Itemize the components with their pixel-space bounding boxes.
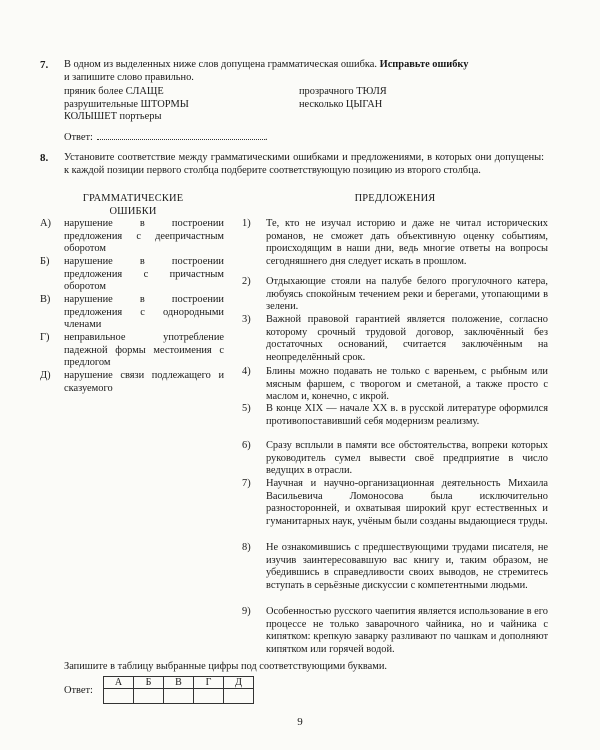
q7-text: В одном из выделенных ниже слов допущена грамматическая ошибка. bbox=[64, 59, 380, 70]
sentence-text: Сразу всплыли в памяти все обстоятельства, вопреки которых руководитель сумел вывести своё предприятие в число ведущих в отрасли. bbox=[266, 440, 548, 477]
sentence-text: Особенностью русского чаепития является использование в его процессе не только заварочного чайника, но и чайника с кипятком: крепкую заварку разливают по чашкам и дополняют кипятком или горячей водой. bbox=[266, 606, 548, 655]
sentence-text: Не ознакомившись с предшествующими трудами писателя, не изучив заинтересовавшую вас книгу и, таким образом, не убедившись в справедливости своих выводов, не стремитесь вступать в серьёзные дискуссии с компетентными людьми. bbox=[266, 542, 548, 591]
sentence-item bbox=[242, 218, 548, 268]
answer-table bbox=[103, 676, 254, 704]
q7-option: КОЛЫШЕТ портьеры bbox=[64, 111, 162, 123]
q7-option: пряник более СЛАЩЕ bbox=[64, 86, 164, 97]
sentence-number: 7) bbox=[242, 478, 251, 489]
error-letter: А) bbox=[40, 218, 51, 229]
error-text: нарушение в построении предложения с деепричастным оборотом bbox=[64, 218, 224, 255]
sentence-item bbox=[242, 542, 548, 592]
q7-instruction bbox=[64, 59, 544, 84]
answer-header-cell: Б bbox=[134, 677, 164, 689]
error-letter: Г) bbox=[40, 332, 50, 343]
q8-col1-title bbox=[58, 193, 208, 218]
q7-answer-field[interactable] bbox=[97, 130, 265, 140]
sentence-item bbox=[242, 606, 548, 656]
q7-options bbox=[64, 86, 469, 124]
sentence-number: 2) bbox=[242, 276, 251, 287]
answer-cell[interactable] bbox=[194, 689, 224, 704]
error-item bbox=[40, 256, 224, 294]
q7-answer-end: . bbox=[264, 132, 268, 143]
q7-text-bold: Исправьте ошибку bbox=[379, 59, 469, 70]
sentence-number: 6) bbox=[242, 440, 251, 451]
q8-instruction: Установите соответствие между грамматическими ошибками и предложениями, в которых они допущены: к каждой позиции первого столбца подберите соответствующую позицию из второго столбца. bbox=[64, 152, 544, 176]
error-item bbox=[40, 370, 224, 395]
q7-text-line2: и запишите слово правильно. bbox=[64, 71, 194, 83]
sentence-item bbox=[242, 276, 548, 314]
sentence-item bbox=[242, 403, 548, 428]
error-item bbox=[40, 332, 224, 370]
answer-header-cell: Г bbox=[194, 677, 224, 689]
q7-number: 7. bbox=[40, 59, 49, 71]
answer-header-cell: В bbox=[164, 677, 194, 689]
sentence-item bbox=[242, 366, 548, 404]
answer-header-cell: А bbox=[104, 677, 134, 689]
q8-number: 8. bbox=[40, 152, 49, 164]
error-letter: В) bbox=[40, 294, 51, 305]
sentence-text: Блины можно подавать не только с вареньем, с рыбным или мясным фаршем, с творогом и сметаной, а также просто с маслом и, конечно, с икрой. bbox=[266, 366, 548, 403]
q8-answer-label: Ответ: bbox=[64, 685, 93, 696]
error-text: нарушение в построении предложения с однородными членами bbox=[64, 294, 224, 331]
error-letter: Б) bbox=[40, 256, 50, 267]
answer-cell[interactable] bbox=[134, 689, 164, 704]
error-text: нарушение в построении предложения с причастным оборотом bbox=[64, 256, 224, 293]
sentence-item bbox=[242, 314, 548, 364]
sentence-item bbox=[242, 440, 548, 478]
answer-header-cell: Д bbox=[224, 677, 254, 689]
q7-answer-label: Ответ: bbox=[64, 132, 93, 143]
answer-table-header bbox=[104, 677, 254, 689]
sentence-item bbox=[242, 478, 548, 528]
answer-table-values bbox=[104, 689, 254, 704]
sentence-number: 8) bbox=[242, 542, 251, 553]
error-item bbox=[40, 294, 224, 332]
q7-option: разрушительные ШТОРМЫ bbox=[64, 98, 189, 110]
sentence-text: Важной правовой гарантией является положение, согласно которому срочный трудовой договор, заключённый без достаточных оснований, считается заключённым на неопределённый срок. bbox=[266, 314, 548, 363]
error-letter: Д) bbox=[40, 370, 51, 381]
answer-cell[interactable] bbox=[164, 689, 194, 704]
error-text: неправильное употребление падежной формы местоимения с предлогом bbox=[64, 332, 224, 369]
sentence-number: 1) bbox=[242, 218, 251, 229]
sentence-number: 5) bbox=[242, 403, 251, 414]
table-instruction: Запишите в таблицу выбранные цифры под соответствующими буквами. bbox=[64, 661, 388, 672]
q7-answer bbox=[64, 130, 268, 145]
answer-cell[interactable] bbox=[224, 689, 254, 704]
q8-col2-title: ПРЕДЛОЖЕНИЯ bbox=[354, 193, 436, 204]
sentence-number: 4) bbox=[242, 366, 251, 377]
error-item bbox=[40, 218, 224, 256]
q7-option: несколько ЦЫГАН bbox=[299, 98, 383, 110]
error-text: нарушение связи подлежащего и сказуемого bbox=[64, 370, 224, 394]
sentence-text: Отдыхающие стояли на палубе белого прогулочного катера, любуясь спокойным течением реки и берегами, утопающими в зелени. bbox=[266, 276, 548, 313]
sentence-text: В конце XIX — начале XX в. в русской литературе оформился противопоставивший себя модернизм реализму. bbox=[266, 403, 548, 427]
q8-col1-title-line1: ГРАММАТИЧЕСКИЕ bbox=[82, 193, 184, 204]
sentence-number: 9) bbox=[242, 606, 251, 617]
q7-option: прозрачного ТЮЛЯ bbox=[299, 86, 387, 97]
answer-cell[interactable] bbox=[104, 689, 134, 704]
sentence-text: Научная и научно-организационная деятельность Михаила Васильевича Ломоносова была исключительно разносторонней, и охватывая широкий круг естественных и гуманитарных наук, учёным были созданы выдающиеся труды. bbox=[266, 478, 548, 527]
page-number: 9 bbox=[297, 716, 303, 728]
q8-col1-title-line2: ОШИБКИ bbox=[109, 205, 157, 217]
sentence-number: 3) bbox=[242, 314, 251, 325]
sentence-text: Те, кто не изучал историю и даже не читал исторических романов, не сможет дать объективную оценку событиям, происходящим в наши дни, ведь многие ответы на вопросы сегодняшнего дня следует искать в прошлом. bbox=[266, 218, 548, 267]
